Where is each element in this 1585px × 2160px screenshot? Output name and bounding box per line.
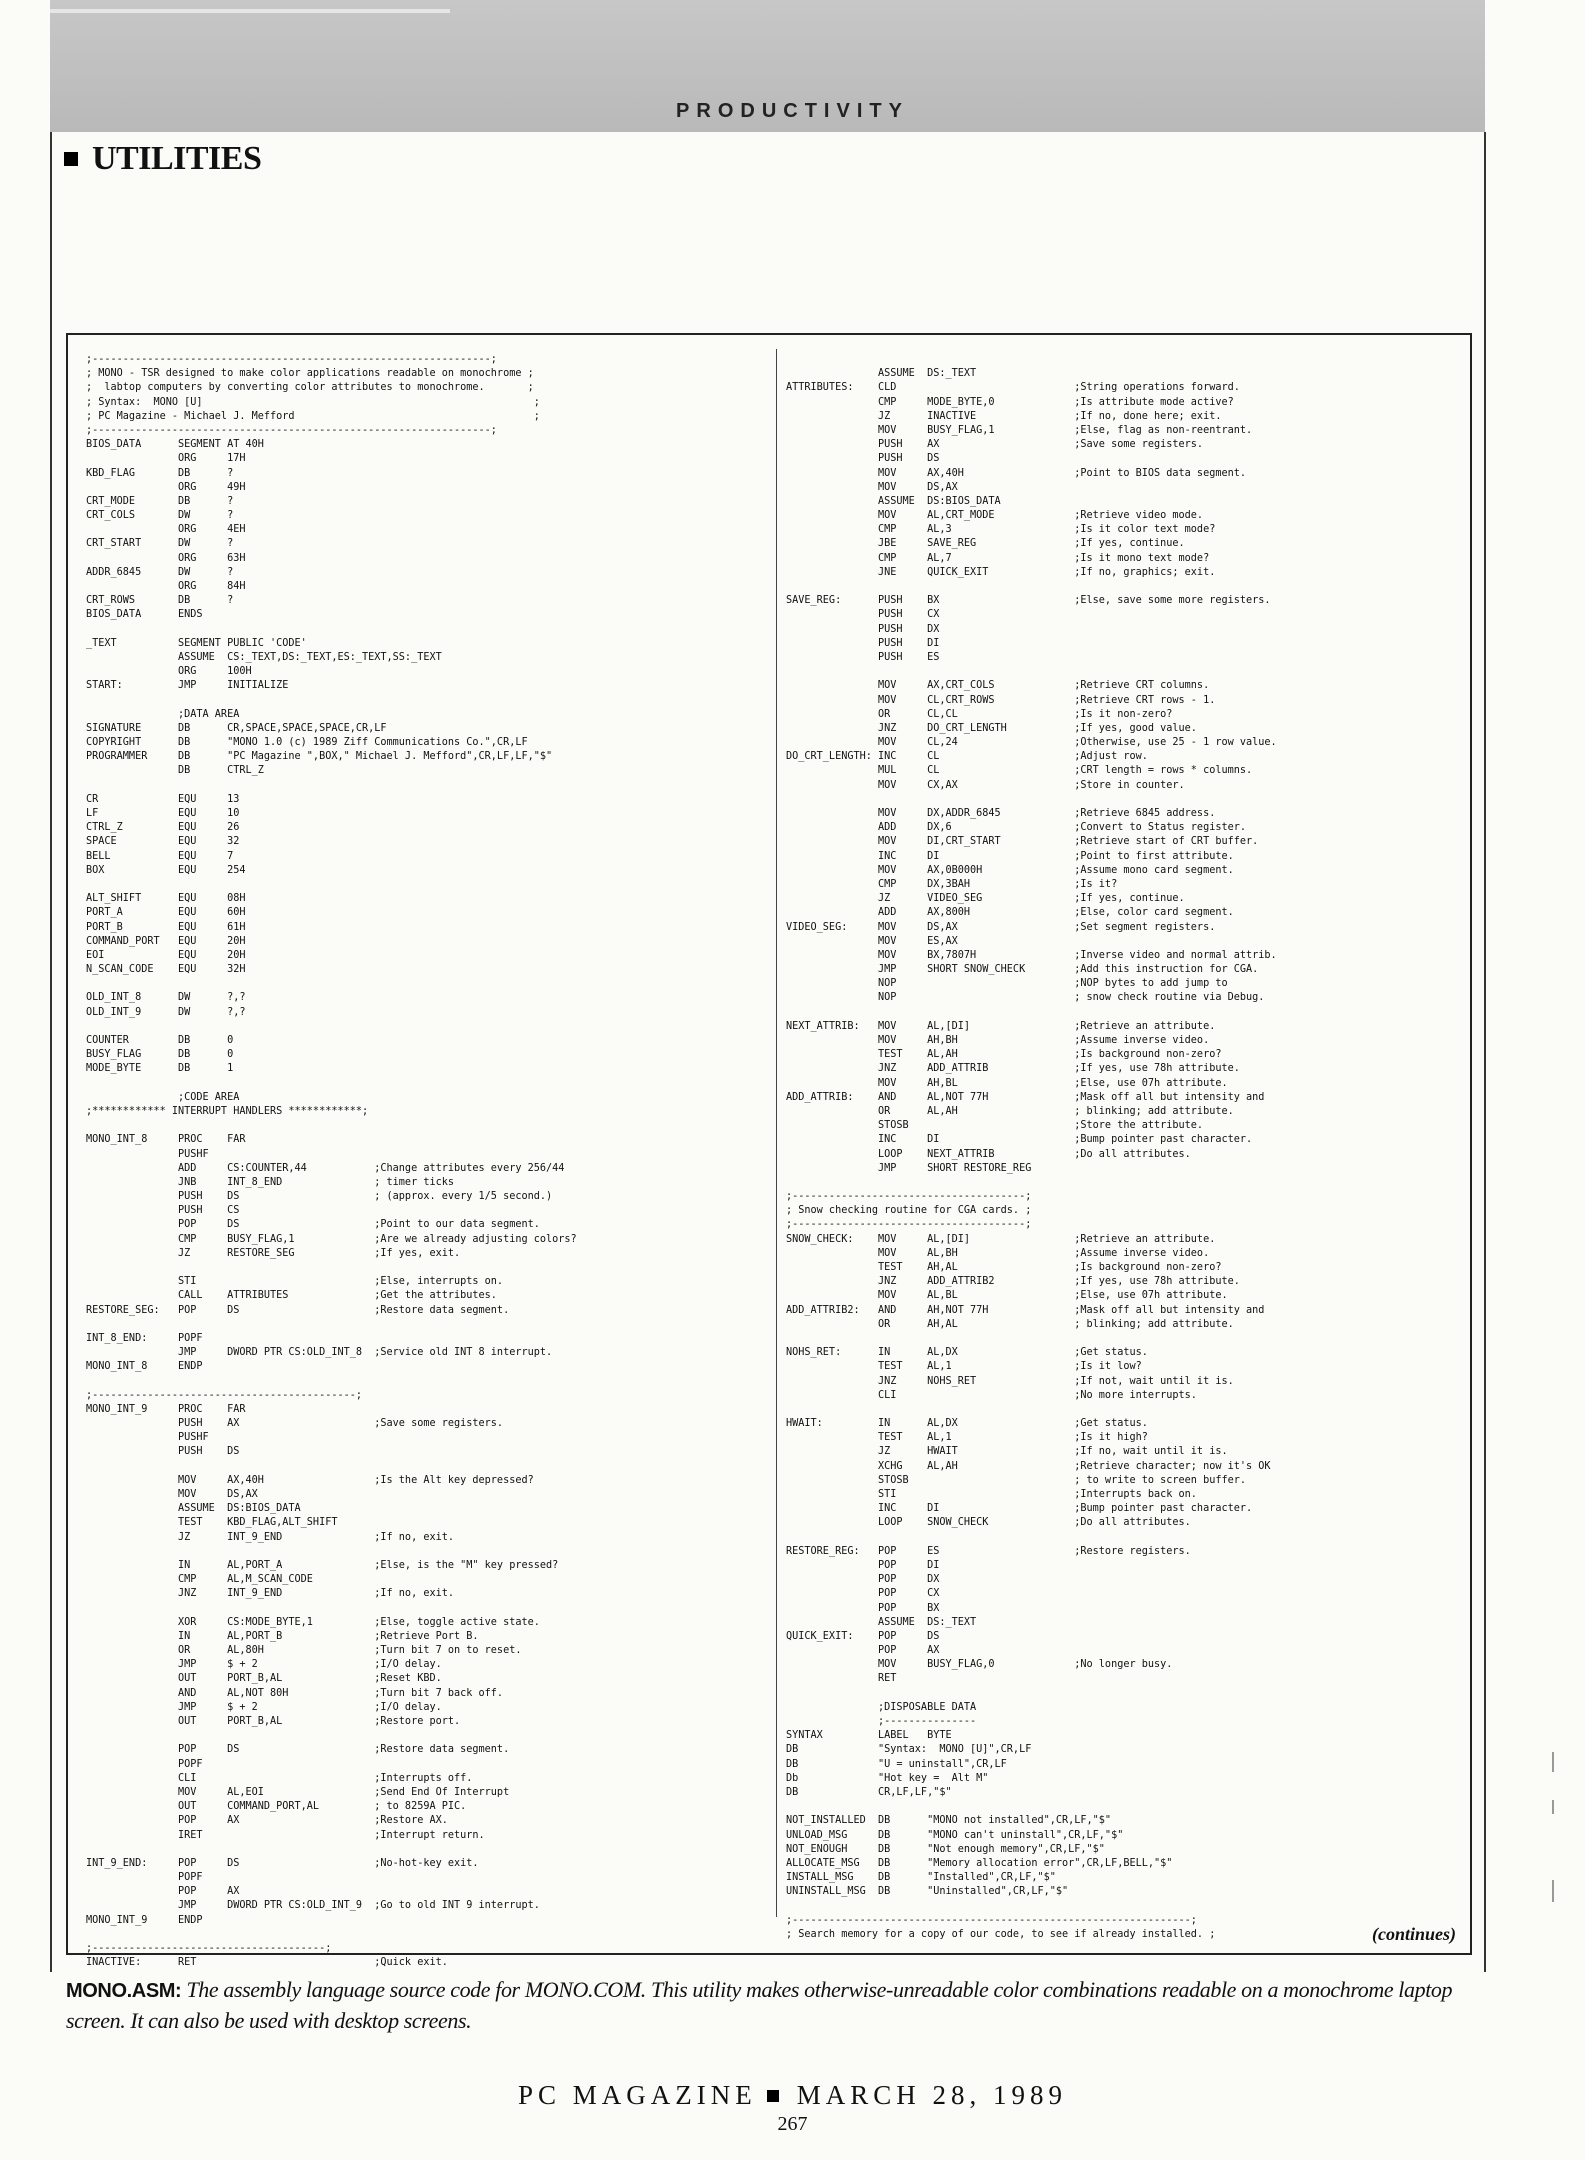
code-line: SPACE EQU 32 <box>86 836 240 848</box>
code-line: IRET ;Interrupt return. <box>86 1829 485 1841</box>
code-line: ORG 100H <box>86 666 252 678</box>
code-line: OR CL,CL ;Is it non-zero? <box>786 708 1173 720</box>
code-line: MOV DI,CRT_START ;Retrieve start of CRT buffer. <box>786 836 1259 848</box>
code-line <box>786 580 1462 594</box>
code-line: ; labtop computers by converting color attributes to monochrome. ; <box>86 382 534 394</box>
code-line: JMP DWORD PTR CS:OLD_INT_9 ;Go to old INT 9 interrupt. <box>86 1900 540 1912</box>
code-line: PROGRAMMER DB "PC Magazine ",BOX," Michael J. Mefford",CR,LF,LF,"$" <box>86 751 553 763</box>
code-line: MOV AH,BL ;Else, use 07h attribute. <box>786 1077 1228 1089</box>
code-line: ; Search memory for a copy of our code, to see if already installed. ; <box>786 1928 1216 1940</box>
code-line: NOHS_RET: IN AL,DX ;Get status. <box>786 1347 1148 1359</box>
code-line: STOSB ;Store the attribute. <box>786 1120 1204 1132</box>
code-line: MODE_BYTE DB 1 <box>86 1063 234 1075</box>
footer-magazine: PC MAGAZINE <box>517 2080 757 2110</box>
code-listing <box>66 333 1472 1969</box>
code-line <box>786 793 1462 807</box>
code-line: JZ HWAIT ;If no, wait until it is. <box>786 1446 1228 1458</box>
code-line: VIDEO_SEG: MOV DS,AX ;Set segment registers. <box>786 921 1216 933</box>
code-line: JMP $ + 2 ;I/O delay. <box>86 1701 442 1713</box>
page-number: 267 <box>777 2113 808 2135</box>
code-line: UNINSTALL_MSG DB "Uninstalled",CR,LF,"$" <box>786 1886 1069 1898</box>
code-line <box>786 1800 1462 1814</box>
code-line: ;DATA AREA <box>86 708 240 720</box>
code-line: ; PC Magazine - Michael J. Mefford ; <box>86 410 540 422</box>
code-line: SYNTAX LABEL BYTE <box>786 1730 952 1742</box>
code-line: CMP DX,3BAH ;Is it? <box>786 878 1118 890</box>
code-line: LOOP SNOW_CHECK ;Do all attributes. <box>786 1517 1191 1529</box>
code-line: POP AX <box>86 1886 240 1898</box>
code-line: ORG 63H <box>86 552 246 564</box>
code-line: MOV AX,40H ;Is the Alt key depressed? <box>86 1474 534 1486</box>
code-line: SIGNATURE DB CR,SPACE,SPACE,SPACE,CR,LF <box>86 722 387 734</box>
code-line <box>86 878 778 892</box>
code-line: ADD AX,800H ;Else, color card segment. <box>786 907 1234 919</box>
code-line: MOV AH,BH ;Assume inverse video. <box>786 1035 1210 1046</box>
code-line: MOV DS,AX <box>786 481 958 493</box>
code-line: TEST AL,1 ;Is it high? <box>786 1432 1148 1444</box>
code-line: PUSH DI <box>786 637 940 649</box>
code-line: OUT COMMAND_PORT,AL ; to 8259A PIC. <box>86 1801 467 1813</box>
code-line: PUSH DS <box>786 453 940 465</box>
code-line: MONO_INT_9 PROC FAR <box>86 1403 246 1415</box>
code-line: ADD CS:COUNTER,44 ;Change attributes every 256/44 <box>86 1162 565 1174</box>
code-line <box>86 1545 778 1559</box>
code-line: JNB INT_8_END ; timer ticks <box>86 1176 455 1188</box>
code-line: STOSB ; to write to screen buffer. <box>786 1474 1247 1486</box>
code-line: POP BX <box>786 1602 940 1614</box>
code-line: BUSY_FLAG DB 0 <box>86 1049 234 1061</box>
code-line: LF EQU 10 <box>86 808 240 819</box>
code-line: OUT PORT_B,AL ;Restore port. <box>86 1716 461 1727</box>
code-line: START: JMP INITIALIZE <box>86 680 289 692</box>
code-line: CTRL_Z EQU 26 <box>86 822 240 834</box>
code-line <box>786 1899 1462 1913</box>
code-line: COUNTER DB 0 <box>86 1035 234 1046</box>
code-line: ;-------------------------------------------; <box>86 1389 363 1401</box>
code-line: CR EQU 13 <box>86 793 240 805</box>
code-line: CLI ;Interrupts off. <box>86 1772 473 1784</box>
code-line <box>86 1077 778 1091</box>
code-line: DB "Syntax: MONO [U]",CR,LF <box>786 1744 1032 1756</box>
code-line: CMP AL,7 ;Is it mono text mode? <box>786 552 1210 564</box>
code-line: CALL ATTRIBUTES ;Get the attributes. <box>86 1290 497 1302</box>
code-line: PUSH DS ; (approx. every 1/5 second.) <box>86 1191 553 1203</box>
code-line <box>786 1687 1462 1701</box>
code-line: MOV BUSY_FLAG,1 ;Else, flag as non-reentrant. <box>786 424 1253 436</box>
code-line: PUSH DX <box>786 623 940 635</box>
code-line: CMP BUSY_FLAG,1 ;Are we already adjusting colors? <box>86 1233 577 1245</box>
code-line: POP AX ;Restore AX. <box>86 1815 448 1827</box>
code-line: JNZ ADD_ATTRIB ;If yes, use 78h attribute. <box>786 1063 1240 1075</box>
code-line: ALLOCATE_MSG DB "Memory allocation error",CR,LF,BELL,"$" <box>786 1857 1173 1869</box>
code-line: MONO_INT_8 ENDP <box>86 1361 203 1373</box>
code-line: JNZ INT_9_END ;If no, exit. <box>86 1588 455 1600</box>
code-line: MOV CL,CRT_ROWS ;Retrieve CRT rows - 1. <box>786 694 1216 706</box>
code-line: JZ RESTORE_SEG ;If yes, exit. <box>86 1247 461 1259</box>
code-line: SAVE_REG: PUSH BX ;Else, save some more registers. <box>786 595 1271 607</box>
code-line <box>786 1006 1462 1020</box>
code-line: POP AX <box>786 1645 940 1657</box>
code-line: ;--------------------------------------; <box>786 1219 1032 1231</box>
code-line <box>86 1119 778 1133</box>
code-line: CRT_COLS DW ? <box>86 510 234 522</box>
code-line <box>86 1261 778 1275</box>
code-line: OR AL,80H ;Turn bit 7 on to reset. <box>86 1645 522 1657</box>
code-line: ATTRIBUTES: CLD ;String operations forward. <box>786 382 1240 394</box>
code-line: OR AH,AL ; blinking; add attribute. <box>786 1318 1234 1330</box>
listing-left-column <box>86 353 778 1969</box>
page-frame-right <box>1484 132 1486 1972</box>
code-line: POP DX <box>786 1574 940 1586</box>
code-line: BELL EQU 7 <box>86 850 234 862</box>
code-line: ASSUME DS:BIOS_DATA <box>786 495 1001 507</box>
code-line: MOV BX,7807H ;Inverse video and normal attrib. <box>786 949 1277 961</box>
code-line: INT_9_END: POP DS ;No-hot-key exit. <box>86 1857 479 1869</box>
code-line: CMP MODE_BYTE,0 ;Is attribute mode active? <box>786 396 1234 408</box>
code-line: MOV AX,CRT_COLS ;Retrieve CRT columns. <box>786 680 1210 692</box>
code-line: POP DS ;Restore data segment. <box>86 1744 510 1756</box>
code-line: MOV ES,AX <box>786 935 958 947</box>
code-line: DB CTRL_Z <box>86 765 264 777</box>
code-line: ;--------------- <box>786 1716 977 1727</box>
code-line: PUSH ES <box>786 651 940 663</box>
code-line: IN AL,PORT_B ;Retrieve Port B. <box>86 1630 479 1642</box>
code-line: PORT_A EQU 60H <box>86 907 246 919</box>
code-line: CRT_START DW ? <box>86 538 234 550</box>
code-line: LOOP NEXT_ATTRIB ;Do all attributes. <box>786 1148 1191 1160</box>
page-heading <box>64 140 261 178</box>
code-line: INSTALL_MSG DB "Installed",CR,LF,"$" <box>786 1872 1056 1884</box>
code-line: N_SCAN_CODE EQU 32H <box>86 964 246 976</box>
code-line: POPF <box>86 1758 203 1770</box>
code-line: ;DISPOSABLE DATA <box>786 1701 977 1713</box>
continues-label: (continues) <box>1371 1924 1456 1944</box>
code-line: ;************ INTERRUPT HANDLERS ************; <box>86 1105 369 1117</box>
page-frame-left <box>50 132 52 1972</box>
code-line: ORG 84H <box>86 581 246 592</box>
code-line: MOV AL,EOI ;Send End Of Interrupt <box>86 1786 510 1798</box>
code-line: ;-----------------------------------------------------------------; <box>86 424 497 436</box>
code-line: QUICK_EXIT: POP DS <box>786 1630 940 1642</box>
code-line: AND AL,NOT 80H ;Turn bit 7 back off. <box>86 1687 504 1699</box>
code-line: SNOW_CHECK: MOV AL,[DI] ;Retrieve an attribute. <box>786 1233 1216 1245</box>
code-line: MOV DS,AX <box>86 1489 258 1500</box>
code-line: ; MONO - TSR designed to make color applications readable on monochrome ; <box>86 368 534 380</box>
footer-square-icon <box>767 2090 779 2102</box>
code-line: JMP SHORT SNOW_CHECK ;Add this instruction for CGA. <box>786 964 1259 976</box>
code-line: MOV CL,24 ;Otherwise, use 25 - 1 row value. <box>786 737 1277 749</box>
code-line: NOT_INSTALLED DB "MONO not installed",CR,LF,"$" <box>786 1815 1112 1827</box>
code-line: ALT_SHIFT EQU 08H <box>86 893 246 905</box>
code-line: POPF <box>86 1872 203 1884</box>
code-line: MONO_INT_9 ENDP <box>86 1914 203 1926</box>
code-line: JNZ DO_CRT_LENGTH ;If yes, good value. <box>786 722 1197 734</box>
code-line: JZ VIDEO_SEG ;If yes, continue. <box>786 893 1185 905</box>
code-line: MOV AL,BH ;Assume inverse video. <box>786 1247 1210 1259</box>
code-line: OR AL,AH ; blinking; add attribute. <box>786 1105 1234 1117</box>
code-line: JMP $ + 2 ;I/O delay. <box>86 1659 442 1671</box>
code-line: PUSHF <box>86 1432 209 1444</box>
code-line: ; Snow checking routine for CGA cards. ; <box>786 1205 1032 1217</box>
code-line: Db "Hot key = Alt M" <box>786 1772 989 1784</box>
code-line: MONO_INT_8 PROC FAR <box>86 1134 246 1146</box>
code-line: ASSUME CS:_TEXT,DS:_TEXT,ES:_TEXT,SS:_TEXT <box>86 651 442 663</box>
code-line: RESTORE_REG: POP ES ;Restore registers. <box>786 1545 1191 1557</box>
code-line <box>86 1318 778 1332</box>
code-line: CRT_ROWS DB ? <box>86 595 234 607</box>
code-line: CMP AL,M_SCAN_CODE <box>86 1574 313 1586</box>
code-line: PUSH CX <box>786 609 940 621</box>
code-line: MOV CX,AX ;Store in counter. <box>786 779 1185 791</box>
code-line: PUSH CS <box>86 1205 240 1217</box>
code-line: ADDR_6845 DW ? <box>86 566 234 578</box>
code-line: BOX EQU 254 <box>86 864 246 876</box>
code-line: JNZ ADD_ATTRIB2 ;If yes, use 78h attribute. <box>786 1276 1240 1288</box>
code-line: ;-----------------------------------------------------------------; <box>786 1914 1197 1926</box>
code-line: ;--------------------------------------; <box>786 1191 1032 1203</box>
code-line: ;-----------------------------------------------------------------; <box>86 354 497 365</box>
code-line: MOV DX,ADDR_6845 ;Retrieve 6845 address. <box>786 808 1216 819</box>
code-line: ;CODE AREA <box>86 1091 240 1103</box>
code-line: ORG 4EH <box>86 524 246 536</box>
code-line: POP DI <box>786 1559 940 1571</box>
code-line: ; Syntax: MONO [U] ; <box>86 396 540 408</box>
footer <box>0 2080 1585 2111</box>
code-line: MUL CL ;CRT length = rows * columns. <box>786 765 1253 777</box>
code-line <box>86 1460 778 1474</box>
code-line: MOV BUSY_FLAG,0 ;No longer busy. <box>786 1659 1173 1671</box>
code-line: HWAIT: IN AL,DX ;Get status. <box>786 1418 1148 1430</box>
figure-caption <box>66 1975 1476 2037</box>
code-line: RESTORE_SEG: POP DS ;Restore data segment. <box>86 1304 510 1316</box>
code-line: JNE QUICK_EXIT ;If no, graphics; exit. <box>786 566 1216 578</box>
code-line <box>786 353 1462 367</box>
code-line: STI ;Interrupts back on. <box>786 1489 1197 1500</box>
code-line: CMP AL,3 ;Is it color text mode? <box>786 524 1216 536</box>
code-line <box>786 1531 1462 1545</box>
code-line <box>86 1375 778 1389</box>
code-line <box>86 694 778 708</box>
code-line: DO_CRT_LENGTH: INC CL ;Adjust row. <box>786 751 1148 763</box>
page-title: UTILITIES <box>92 140 262 177</box>
code-line: RET <box>786 1673 897 1685</box>
code-line <box>86 1602 778 1616</box>
code-line: ADD_ATTRIB: AND AL,NOT 77H ;Mask off all but intensity and <box>786 1091 1265 1103</box>
code-line: EOI EQU 20H <box>86 949 246 961</box>
code-line: PORT_B EQU 61H <box>86 921 246 933</box>
code-line: INC DI ;Bump pointer past character. <box>786 1503 1253 1515</box>
code-line <box>86 623 778 637</box>
code-line: JMP DWORD PTR CS:OLD_INT_8 ;Service old INT 8 interrupt. <box>86 1347 553 1359</box>
code-line: INACTIVE: RET ;Quick exit. <box>86 1957 448 1969</box>
code-line: CLI ;No more interrupts. <box>786 1389 1197 1401</box>
code-line: ASSUME DS:_TEXT <box>786 368 977 380</box>
code-line: OUT PORT_B,AL ;Reset KBD. <box>86 1673 442 1685</box>
code-line: PUSH AX ;Save some registers. <box>786 439 1204 451</box>
code-line: PUSH DS <box>86 1446 240 1458</box>
heading-bullet-icon <box>64 152 78 166</box>
code-line <box>786 665 1462 679</box>
code-line: DB CR,LF,LF,"$" <box>786 1786 952 1798</box>
code-line <box>86 1729 778 1743</box>
code-line: BIOS_DATA ENDS <box>86 609 203 621</box>
footer-date: MARCH 28, 1989 <box>796 2080 1068 2110</box>
code-line: ADD DX,6 ;Convert to Status register. <box>786 822 1247 834</box>
code-line: PUSHF <box>86 1148 209 1160</box>
code-line: XCHG AL,AH ;Retrieve character; now it's OK <box>786 1460 1271 1472</box>
code-line: NOP ;NOP bytes to add jump to <box>786 978 1228 990</box>
code-line: JNZ NOHS_RET ;If not, wait until it is. <box>786 1375 1234 1387</box>
code-line: IN AL,PORT_A ;Else, is the "M" key pressed? <box>86 1559 559 1571</box>
caption-text: The assembly language source code for MONO.COM. This utility makes otherwise-unreadable color combinations readable on a monochrome laptop screen. It can also be used with desktop screens. <box>66 1977 1453 2033</box>
code-line: INC DI ;Point to first attribute. <box>786 850 1234 862</box>
code-line: CRT_MODE DB ? <box>86 495 234 507</box>
edge-mark <box>1552 1880 1554 1902</box>
code-line: NOP ; snow check routine via Debug. <box>786 992 1265 1004</box>
code-line <box>86 1020 778 1034</box>
code-line: ;--------------------------------------; <box>86 1943 332 1954</box>
code-line: KBD_FLAG DB ? <box>86 467 234 479</box>
code-line: INC DI ;Bump pointer past character. <box>786 1134 1253 1146</box>
code-line: OLD_INT_9 DW ?,? <box>86 1006 246 1018</box>
code-line <box>86 977 778 991</box>
code-line: NOT_ENOUGH DB "Not enough memory",CR,LF,"$" <box>786 1843 1105 1855</box>
code-line: TEST KBD_FLAG,ALT_SHIFT <box>86 1517 338 1529</box>
code-line: COPYRIGHT DB "MONO 1.0 (c) 1989 Ziff Communications Co.",CR,LF <box>86 737 528 749</box>
code-line: OLD_INT_8 DW ?,? <box>86 992 246 1004</box>
code-line: MOV AX,0B000H ;Assume mono card segment. <box>786 864 1234 876</box>
code-line: ASSUME DS:_TEXT <box>786 1616 977 1628</box>
code-line: ORG 17H <box>86 453 246 465</box>
code-line: JBE SAVE_REG ;If yes, continue. <box>786 538 1185 550</box>
code-line: TEST AH,AL ;Is background non-zero? <box>786 1262 1222 1273</box>
header-rule <box>50 9 450 13</box>
caption-title: MONO.ASM: <box>66 1980 182 2002</box>
code-line: TEST AL,AH ;Is background non-zero? <box>786 1049 1222 1061</box>
code-line: JMP SHORT RESTORE_REG <box>786 1162 1032 1174</box>
code-line: MOV AX,40H ;Point to BIOS data segment. <box>786 467 1247 479</box>
section-label: PRODUCTIVITY <box>676 100 909 122</box>
code-line: TEST AL,1 ;Is it low? <box>786 1361 1142 1373</box>
code-line <box>86 1843 778 1857</box>
code-line: ORG 49H <box>86 481 246 493</box>
code-line: COMMAND_PORT EQU 20H <box>86 935 246 947</box>
code-line: NEXT_ATTRIB: MOV AL,[DI] ;Retrieve an attribute. <box>786 1020 1216 1032</box>
code-line: BIOS_DATA SEGMENT AT 40H <box>86 439 264 451</box>
code-line: POP DS ;Point to our data segment. <box>86 1219 540 1231</box>
code-line <box>786 1332 1462 1346</box>
code-line: INT_8_END: POPF <box>86 1332 203 1344</box>
code-line <box>786 1176 1462 1190</box>
edge-mark <box>1552 1752 1554 1772</box>
code-line: MOV AL,CRT_MODE ;Retrieve video mode. <box>786 510 1204 522</box>
code-line: JZ INACTIVE ;If no, done here; exit. <box>786 410 1222 422</box>
code-line: _TEXT SEGMENT PUBLIC 'CODE' <box>86 637 307 649</box>
code-line <box>786 1403 1462 1417</box>
code-line: PUSH AX ;Save some registers. <box>86 1418 504 1430</box>
code-line: STI ;Else, interrupts on. <box>86 1276 504 1288</box>
edge-mark <box>1552 1800 1554 1814</box>
code-line <box>86 779 778 793</box>
code-line: ASSUME DS:BIOS_DATA <box>86 1503 301 1515</box>
column-divider <box>776 349 777 1917</box>
code-line: JZ INT_9_END ;If no, exit. <box>86 1531 455 1543</box>
code-line <box>86 1928 778 1942</box>
code-line: POP CX <box>786 1588 940 1600</box>
code-line: UNLOAD_MSG DB "MONO can't uninstall",CR,LF,"$" <box>786 1829 1124 1841</box>
code-line: MOV AL,BL ;Else, use 07h attribute. <box>786 1290 1228 1302</box>
code-line: ADD_ATTRIB2: AND AH,NOT 77H ;Mask off all but intensity and <box>786 1304 1265 1316</box>
code-line: DB "U = uninstall",CR,LF <box>786 1758 1007 1770</box>
code-line: XOR CS:MODE_BYTE,1 ;Else, toggle active state. <box>86 1616 540 1628</box>
